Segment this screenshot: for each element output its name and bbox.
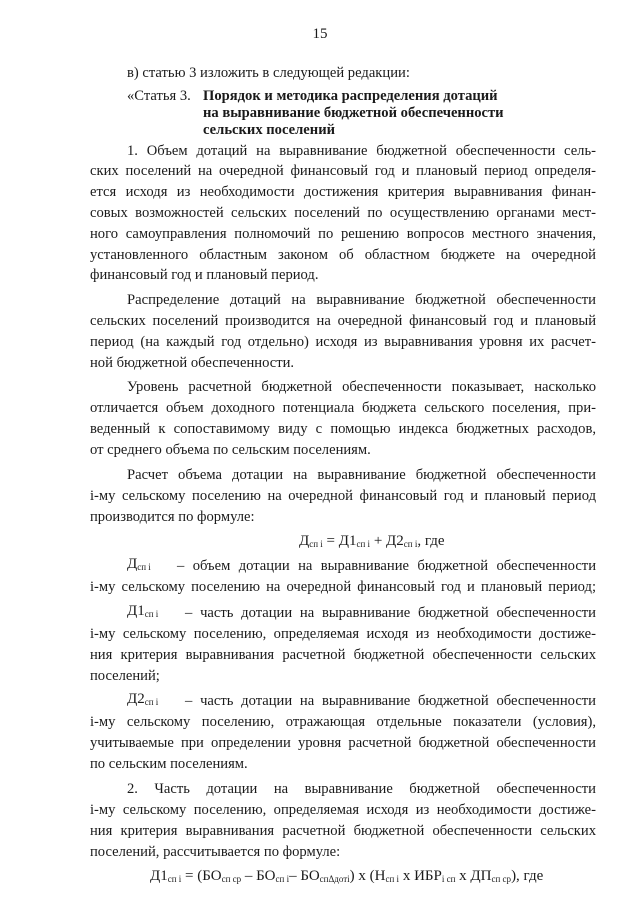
- text-line: сельских поселений производится на очередной финансовый год и плановый: [90, 313, 596, 329]
- text-line: ния критерия выравнивания расчетной бюджетной обеспеченности сельских: [90, 647, 596, 663]
- text-line: в) статью 3 изложить в следующей редакции:: [127, 65, 410, 81]
- text-line: ния критерия выравнивания расчетной бюджетной обеспеченности сельских: [90, 823, 596, 839]
- text-line: Расчет объема дотации на выравнивание бюджетной обеспеченности: [127, 467, 596, 483]
- page-number: 15: [312, 26, 328, 42]
- text-line: отличается объем доходного потенциала бюджета сельского поселения, при-: [90, 400, 596, 416]
- term-symbol: $Д1_{сп i}$: [127, 603, 159, 619]
- text-line: ного самоуправления полномочий по решению вопросов местного значения,: [90, 226, 596, 242]
- article-title-line: на выравнивание бюджетной обеспеченности: [203, 105, 504, 121]
- text-line: i-му сельскому поселению, отражающая отдельные показатели (условия),: [90, 714, 596, 730]
- text-line: 2. Часть дотации на выравнивание бюджетной обеспеченности: [127, 781, 596, 797]
- text-line: 1. Объем дотаций на выравнивание бюджетной обеспеченности сель-: [127, 143, 596, 159]
- text-line: ется исходя из необходимости достижения критерия выравнивания финан-: [90, 184, 596, 200]
- formula-1: $Д_{сп i} = Д1_{сп i} + Д2_{сп i}$, где: [299, 533, 445, 549]
- text-line: поселений, рассчитывается по формуле:: [90, 844, 341, 860]
- text-line: поселений;: [90, 668, 160, 684]
- text-line: – часть дотации на выравнивание бюджетной обеспеченности: [185, 605, 596, 621]
- article-title-line: Порядок и методика распределения дотаций: [203, 88, 498, 104]
- text-line: – часть дотации на выравнивание бюджетной обеспеченности: [185, 693, 596, 709]
- text-line: от среднего объема по сельским поселениям.: [90, 442, 371, 458]
- text-line: i-му сельскому поселению, определяемая исходя из необходимости достиже-: [90, 802, 596, 818]
- text-line: i-му сельскому поселению на очередной финансовый год и плановый период: [90, 488, 596, 504]
- text-line: Уровень расчетной бюджетной обеспеченности показывает, насколько: [127, 379, 596, 395]
- text-line: – объем дотации на выравнивание бюджетной обеспеченности: [177, 558, 596, 574]
- formula-2: $Д1_{сп i} = (БО_{сп ср} - БО_{сп i}-$ $БО_{сп\Delta дотi}$) х ($Н_{сп i}$ х $ИБР_{i сп}$ х $ДП_{сп ср}$), где: [150, 868, 544, 884]
- text-line: ских поселений на очередной финансовый год и плановый период определя-: [90, 163, 596, 179]
- text-line: веденный к сопоставимому виду с помощью индекса бюджетных расходов,: [90, 421, 596, 437]
- text-line: ной бюджетной обеспеченности.: [90, 355, 295, 371]
- text-line: установленного областным законом об областном бюджете на очередной: [90, 247, 596, 263]
- term-symbol: $Д2_{сп i}$: [127, 691, 159, 707]
- text-line: по сельским поселениям.: [90, 756, 248, 772]
- article-title-line: сельских поселений: [203, 122, 336, 138]
- text-line: финансовый год и плановый период.: [90, 267, 319, 283]
- text-line: производится по формуле:: [90, 509, 255, 525]
- term-symbol: $Д_{сп i}$: [127, 556, 151, 572]
- text-line: Распределение дотаций на выравнивание бюджетной обеспеченности: [127, 292, 596, 308]
- text-line: i-му сельскому поселению на очередной финансовый год и плановый период;: [90, 579, 596, 595]
- text-line: i-му сельскому поселению, определяемая исходя из необходимости достиже-: [90, 626, 596, 642]
- text-line: учитываемые при определении уровня расчетной бюджетной обеспеченности: [90, 735, 596, 751]
- article-label: «Статья 3.: [127, 88, 191, 104]
- text-line: совых возможностей сельских поселений по осуществлению органами мест-: [90, 205, 596, 221]
- text-line: период (на каждый год отдельно) исходя из выравнивания уровня их расчет-: [90, 334, 596, 350]
